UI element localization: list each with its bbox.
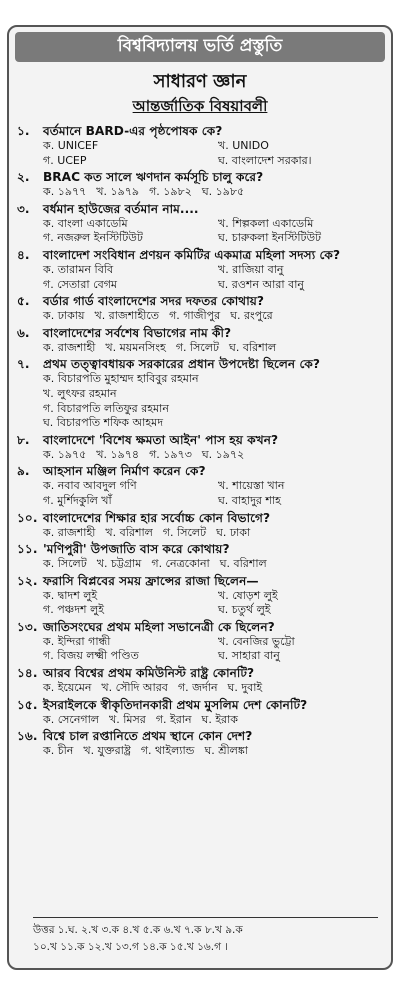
answer-option: গ. সিলেট <box>175 340 220 354</box>
question-text: বর্ডার গার্ড বাংলাদেশের সদর দফতর কোথায়? <box>43 294 264 309</box>
answer-key-line-2: ১০.খ ১১.ক ১২.খ ১৩.গ ১৪.ক ১৫.খ ১৬.গ । <box>33 941 229 953</box>
answer-option: ক. চীন <box>43 744 74 758</box>
answer-option: গ. নেত্রকোনা <box>151 557 210 571</box>
option-group <box>43 139 389 168</box>
answer-option: ঘ. রওশন আরা বানু <box>218 277 304 291</box>
question-text: বিশ্বে চাল রপ্তানিতে প্রথম স্থানে কোন দেশ? <box>43 729 253 744</box>
question-number: ৫. <box>17 294 30 309</box>
question-text: ইসরাইলকে স্বীকৃতিদানকারী প্রথম মুসলিম দেশ কোনটি? <box>43 697 308 712</box>
question-number: ৭. <box>17 357 30 372</box>
answer-option: খ. যুক্তরাষ্ট্র <box>83 744 131 758</box>
question-number: ১০. <box>17 510 38 525</box>
option-group <box>43 185 389 200</box>
question-text: ফরাসি বিপ্লবের সময় ফ্রান্সের রাজা ছিলেন— <box>43 573 259 588</box>
answer-option: গ. নজরুল ইনস্টিটিউট <box>43 231 143 245</box>
question-row <box>17 325 389 341</box>
question-number: ৮. <box>17 432 30 447</box>
question-list <box>17 123 389 760</box>
question-row <box>17 293 389 309</box>
answer-option: গ. ১৯৭৩ <box>149 447 192 461</box>
question-text: বাংলাদেশের শিক্ষার হার সর্বোচ্চ কোন বিভাগে? <box>43 510 271 525</box>
answer-option: ক. তারামন বিবি <box>43 262 114 276</box>
answer-option: গ. বিচারপতি লতিফুর রহমান <box>43 401 169 415</box>
section-subtitle <box>9 95 391 120</box>
question-item <box>17 728 389 759</box>
answer-option: ঘ. ইরাক <box>201 712 238 726</box>
answer-option: খ. বেনজির ভুট্টো <box>218 634 295 648</box>
question-row <box>17 432 389 448</box>
answer-option: ক. সেনেগাল <box>43 712 100 726</box>
answer-option: গ. জর্দান <box>177 681 218 695</box>
answer-key <box>33 917 378 956</box>
question-row <box>17 247 389 263</box>
answer-option: ক. দ্বাদশ লুই <box>43 588 98 602</box>
answer-option: ক. রাজশাহী <box>43 340 96 354</box>
answer-option: খ. সৌদি আরব <box>101 681 168 695</box>
question-item <box>17 201 389 246</box>
option-group <box>43 372 389 430</box>
answer-option: ঘ. চারুকলা ইনস্টিটিউট <box>218 231 322 245</box>
answer-option: খ. ষোড়শ লুই <box>218 588 278 602</box>
question-item <box>17 293 389 324</box>
option-group <box>43 681 389 696</box>
question-text: বাংলাদেশে 'বিশেষ ক্ষমতা আইন' পাস হয় কখন? <box>43 432 279 447</box>
question-row <box>17 510 389 526</box>
question-text: বর্ধমান হাউজের বর্তমান নাম.... <box>43 201 199 216</box>
answer-option: খ. শায়েস্তা খান <box>218 479 285 493</box>
question-text: জাতিসংঘের প্রথম মহিলা সভানেত্রী কে ছিলেন? <box>43 619 275 634</box>
answer-option: ঘ. বরিশাল <box>229 340 277 354</box>
answer-option: ক. নবাব আবদুল গণি <box>43 479 137 493</box>
option-group <box>43 263 389 292</box>
answer-option: ঘ. বিচারপতি শফিক আহমদ <box>43 416 163 430</box>
answer-option: ক. ১৯৭৭ <box>43 185 87 199</box>
question-row <box>17 573 389 589</box>
question-item <box>17 247 389 292</box>
answer-option: গ. ইরান <box>155 712 192 726</box>
option-group <box>43 479 389 508</box>
question-text: বাংলাদেশের সর্বশেষ বিভাগের নাম কী? <box>43 325 232 340</box>
answer-option: ক. বাংলা একাডেমি <box>43 216 128 230</box>
question-item <box>17 123 389 168</box>
answer-option: ঘ. সাহারা বানু <box>218 649 280 663</box>
answer-option: গ. সিলেট <box>162 525 207 539</box>
question-item <box>17 432 389 463</box>
page-title: সাধারণ জ্ঞান <box>153 71 247 92</box>
question-row <box>17 619 389 635</box>
question-number: ৪. <box>17 247 30 262</box>
option-group <box>43 309 389 324</box>
answer-option: ক. রাজশাহী <box>43 525 96 539</box>
answer-option: ক. সিলেট <box>43 557 87 571</box>
answer-option: গ. থাইল্যান্ড <box>140 744 195 758</box>
question-item <box>17 619 389 664</box>
answer-option: ঘ. বাহাদুর শাহ <box>218 493 281 507</box>
question-row <box>17 463 389 479</box>
option-group <box>43 635 389 664</box>
answer-option: খ. রাজশাহীতে <box>94 309 160 323</box>
option-group <box>43 589 389 618</box>
answer-option: গ. বিজয় লক্ষ্মী পণ্ডিত <box>43 649 139 663</box>
answer-key-line-1: উত্তর ১.ঘ. ২.খ ৩.ক ৪.খ ৫.ক ৬.খ ৭.ক ৮.খ ৯.ক <box>33 924 243 936</box>
answer-option: ঘ. চতুর্থ লুই <box>218 603 271 617</box>
answer-option: ক. UNICEF <box>43 139 99 152</box>
question-row <box>17 541 389 557</box>
answer-option: ঘ. শ্রীলঙ্কা <box>204 744 248 758</box>
option-group <box>43 713 389 728</box>
answer-option: গ. মুর্শিদকুলি খাঁ <box>43 493 112 507</box>
answer-option: গ. UCEP <box>43 153 87 167</box>
question-number: ১. <box>17 124 30 138</box>
question-text: 'মণিপুরী' উপজাতি বাস করে কোথায়? <box>43 542 230 557</box>
answer-option: খ. মিসর <box>109 712 146 726</box>
option-group <box>43 557 389 572</box>
answer-option: ঘ. বরিশাল <box>219 557 267 571</box>
answer-option: গ. সেতারা বেগম <box>43 277 118 291</box>
question-row <box>17 665 389 681</box>
answer-option: খ. ১৯৭৪ <box>96 447 140 461</box>
question-item <box>17 697 389 728</box>
question-text: BRAC কত সালে ঋণদান কর্মসূচি চালু করে? <box>43 170 264 185</box>
answer-option: ঘ. বাংলাদেশ সরকার। <box>218 153 312 167</box>
question-row <box>17 201 389 217</box>
question-number: ১২. <box>17 573 38 588</box>
question-number: ২. <box>17 170 30 185</box>
question-number: ৬. <box>17 325 30 340</box>
question-number: ১৪. <box>17 666 38 681</box>
option-group <box>43 217 389 246</box>
answer-option: খ. ১৯৭৯ <box>96 185 140 199</box>
question-number: ৩. <box>17 201 30 216</box>
question-row <box>17 169 389 185</box>
answer-option: খ. শিল্পকলা একাডেমি <box>218 216 314 230</box>
question-item <box>17 541 389 572</box>
question-item <box>17 325 389 356</box>
question-number: ১৫. <box>17 697 38 712</box>
question-item <box>17 665 389 696</box>
question-number: ১৬. <box>17 729 38 744</box>
answer-option: খ. চট্টগ্রাম <box>96 557 142 571</box>
quiz-card <box>7 25 393 970</box>
question-text: বর্তমানে BARD-এর পৃষ্ঠপোষক কে? <box>43 124 223 138</box>
answer-option: গ. ১৯৮২ <box>149 185 192 199</box>
option-group <box>43 341 389 356</box>
option-group <box>43 526 389 541</box>
answer-option: ঘ. ১৯৭২ <box>201 447 245 461</box>
question-text: আরব বিশ্বের প্রথম কমিউনিস্ট রাষ্ট্র কোনটি? <box>43 666 255 681</box>
answer-option: ঘ. দুবাই <box>227 681 263 695</box>
option-group <box>43 448 389 463</box>
question-text: আহসান মঞ্জিল নির্মাণ করেন কে? <box>43 464 206 479</box>
answer-option: ক. বিচারপতি মুহাম্মদ হাবিবুর রহমান <box>43 372 199 386</box>
question-number: ৯. <box>17 464 30 479</box>
section-subtitle-text: আন্তর্জাতিক বিষয়াবলী <box>132 97 268 115</box>
answer-option: খ. বরিশাল <box>105 525 153 539</box>
answer-option: ক. ইন্দিরা গান্ধী <box>43 634 111 648</box>
answer-option: খ. রাজিয়া বানু <box>218 262 284 276</box>
answer-option: গ. গাজীপুর <box>169 309 221 323</box>
answer-option: গ. পঞ্চদশ লুই <box>43 603 104 617</box>
question-row <box>17 728 389 744</box>
answer-option: ক. ইয়েমেন <box>43 681 92 695</box>
answer-option: ঘ. ১৯৮৫ <box>201 185 245 199</box>
option-group <box>43 744 389 759</box>
question-number: ১৩. <box>17 619 38 634</box>
question-text: বাংলাদেশ সংবিধান প্রণয়ন কমিটির একমাত্র মহিলা সদস্য কে? <box>43 247 341 262</box>
question-item <box>17 356 389 430</box>
answer-option: ক. ঢাকায় <box>43 309 85 323</box>
question-number: ১১. <box>17 542 38 557</box>
answer-option: খ. ময়মনসিংহ <box>105 340 166 354</box>
answer-option: ঘ. ঢাকা <box>216 525 251 539</box>
answer-option: ক. ১৯৭৫ <box>43 447 87 461</box>
answer-option: ঘ. রংপুরে <box>230 309 273 323</box>
question-item <box>17 510 389 541</box>
answer-option: খ. লুৎফর রহমান <box>43 386 117 400</box>
question-item <box>17 463 389 508</box>
answer-option: খ. UNIDO <box>218 139 269 152</box>
question-item <box>17 169 389 200</box>
banner: বিশ্ববিদ্যালয় ভর্তি প্রস্তুতি <box>15 32 385 62</box>
question-item <box>17 573 389 618</box>
question-row <box>17 123 389 139</box>
question-row <box>17 356 389 372</box>
question-row <box>17 697 389 713</box>
question-text: প্রথম তত্ত্বাবধায়ক সরকারের প্রধান উপদেষ্টা ছিলেন কে? <box>43 357 320 372</box>
